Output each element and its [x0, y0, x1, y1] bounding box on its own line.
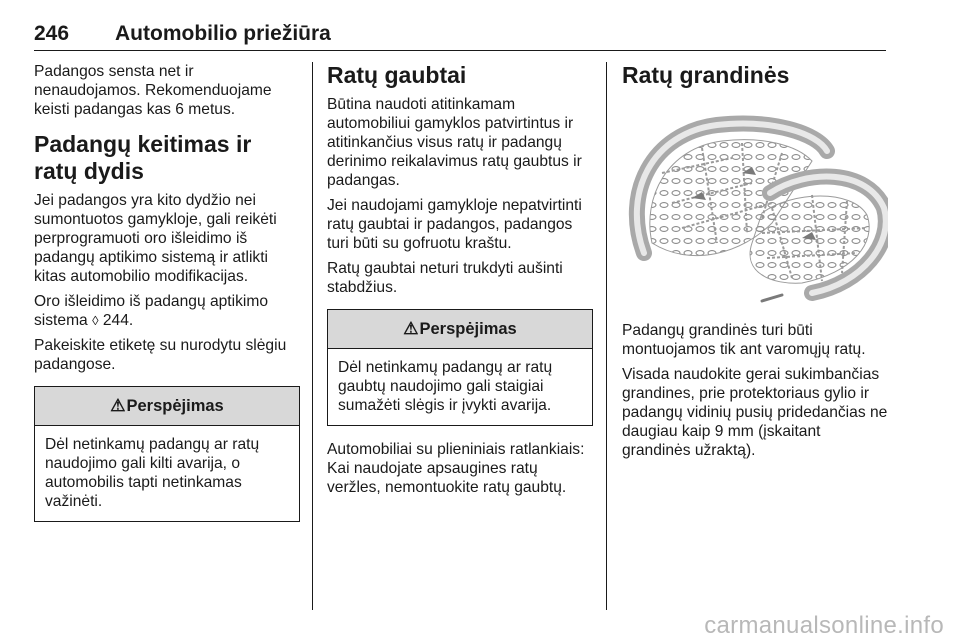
snow-chains-drawing — [622, 103, 888, 311]
column-divider — [606, 62, 607, 610]
snow-chains-illustration — [622, 103, 888, 311]
page-reference-link[interactable]: 244. — [102, 312, 134, 329]
paragraph: Jei naudojami gamykloje nepatvirtinti ratų gaubtai ir padangos, padangos turi būti su gofruotu kraštu. — [327, 197, 582, 252]
warning-header — [35, 387, 299, 426]
paragraph: Visada naudokite gerai sukimbančias grandines, prie protektoriaus gylio ir padangų vidinių pusių pridedančias ne daugiau kaip 9 mm (įskaitant grandinės užraktą). — [622, 366, 888, 459]
column-3 — [622, 62, 888, 466]
warning-title: Perspėjimas — [419, 319, 517, 338]
warning-box — [34, 386, 300, 522]
paragraph: Būtina naudoti atitinkamam automobiliui gamyklos patvirtintus ir atitinkančius visus ratų ir padangų derinimo reikalavimus ratų gaubtus ir padangas. — [327, 96, 582, 189]
page-number: 246 — [34, 22, 70, 45]
watermark: carmanualsonline.info — [704, 612, 944, 639]
column-1 — [34, 62, 300, 536]
column-divider — [312, 62, 313, 610]
warning-title: Perspėjimas — [126, 396, 224, 415]
paragraph-with-reference — [34, 292, 300, 330]
column-2 — [327, 62, 593, 503]
section-heading-wheel-covers: Ratų gaubtai — [327, 62, 467, 88]
warning-box — [327, 309, 593, 426]
intro-paragraph: Padangos sensta net ir nenaudojamos. Rekomenduojame keisti padangas kas 6 metus. — [34, 63, 272, 118]
warning-triangle-icon: ⚠ — [110, 396, 126, 415]
warning-text: Dėl netinkamų padangų ar ratų naudojimo gali kilti avarija, o automobilis tapti netinkamas važinėti. — [45, 436, 260, 510]
page-reference-icon: ◊ — [92, 313, 99, 328]
section-heading-snow-chains: Ratų grandinės — [622, 62, 790, 88]
chapter-title: Automobilio priežiūra — [115, 22, 331, 45]
section-heading-tyre-change: Padangų keitimas ir ratų dydis — [34, 131, 252, 184]
paragraph: Ratų gaubtai neturi trukdyti aušinti stabdžius. — [327, 260, 563, 296]
paragraph: Automobiliai su plieniniais ratlankiais: Kai naudojate apsaugines ratų veržles, nemontuokite ratų gaubtų. — [327, 441, 585, 496]
warning-triangle-icon: ⚠ — [403, 319, 419, 338]
page-header — [34, 22, 886, 51]
paragraph: Padangų grandinės turi būti montuojamos tik ant varomųjų ratų. — [622, 322, 866, 358]
paragraph-text: Oro išleidimo iš padangų aptikimo sistema — [34, 293, 269, 329]
paragraph: Pakeiskite etiketę su nurodytu slėgiu padangose. — [34, 337, 287, 373]
warning-text: Dėl netinkamų padangų ar ratų gaubtų naudojimo gali staigiai sumažėti slėgis ir įvykti avarija. — [338, 359, 553, 414]
paragraph: Jei padangos yra kito dydžio nei sumontuotos gamykloje, gali reikėti perprogramuoti oro išleidimo iš padangų aptikimo sistemą ir atlikti kitas automobilio modifikacijas. — [34, 192, 277, 285]
warning-header — [328, 310, 592, 349]
